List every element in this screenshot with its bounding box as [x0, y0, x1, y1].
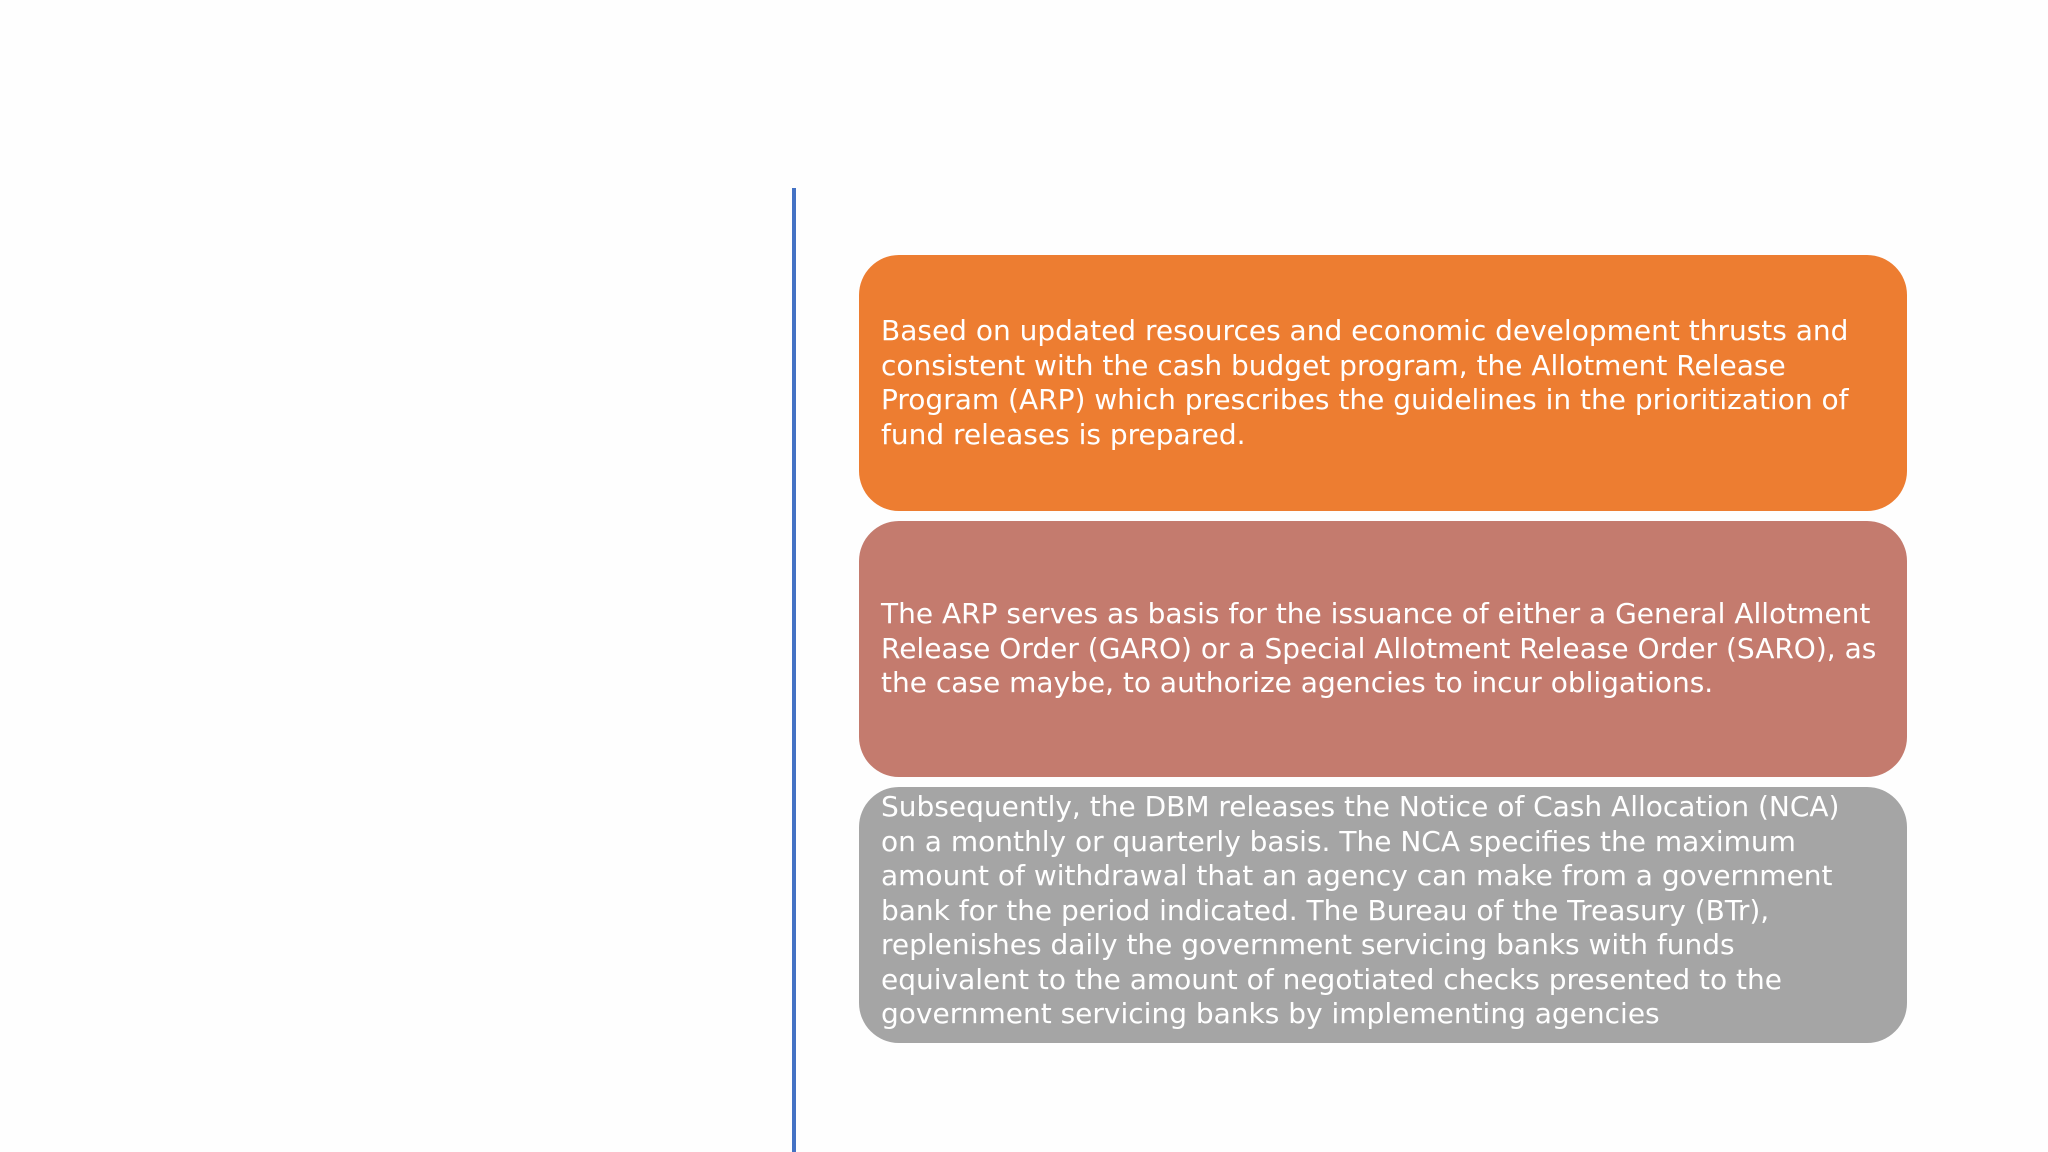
step-text: Subsequently, the DBM releases the Notice of Cash Allocation (NCA) on a monthly or quarterly basis. The NCA specifies the maximum amount of withdrawal that an agency can make from a government bank for the period indicated. The Bureau of the Treasury (BTr), replenishes daily the government servicing banks with funds equivalent to the amount of negotiated checks presented to the government servicing banks by implementing agencies — [881, 790, 1840, 1030]
vertical-divider — [792, 188, 796, 1152]
step-text: The ARP serves as basis for the issuance of either a General Allotment Release Order (GARO) or a Special Allotment Release Order (SARO), as the case maybe, to authorize agencies to incur obligations. — [881, 597, 1877, 700]
step-box-nca-release — [859, 787, 1907, 1043]
step-text: Based on updated resources and economic development thrusts and consistent with the cash budget program, the Allotment Release Program (ARP) which prescribes the guidelines in the prioritization of fund releases is prepared. — [881, 314, 1849, 451]
step-box-garo-saro — [859, 521, 1907, 777]
step-box-arp-preparation — [859, 255, 1907, 511]
